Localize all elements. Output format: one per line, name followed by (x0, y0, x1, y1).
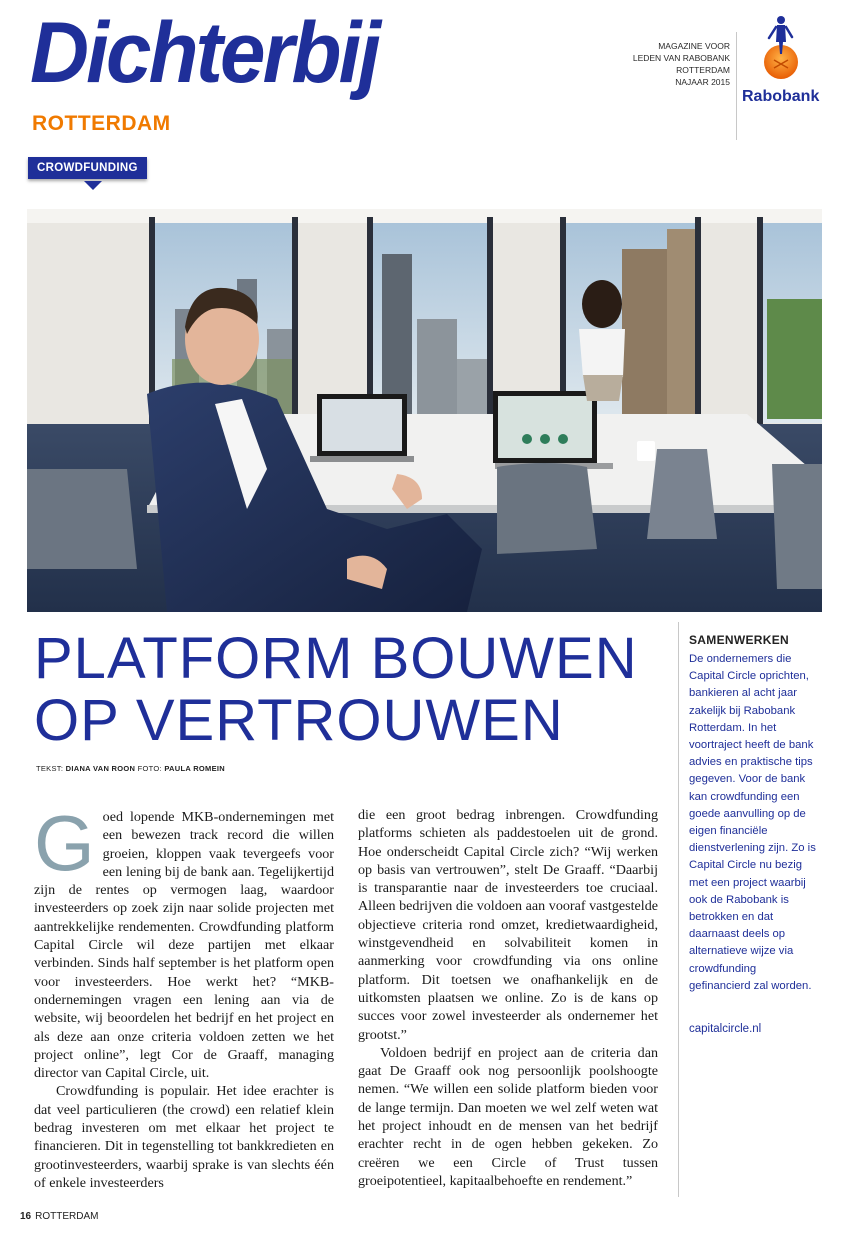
sidebar-divider (678, 622, 679, 1197)
footer-label: ROTTERDAM (35, 1211, 99, 1222)
magazine-meta (570, 40, 730, 88)
rabobank-logo-icon (752, 12, 810, 84)
article-paragraph: die een groot bedrag inbrengen. Crowdfunding platforms schieten als paddestoelen uit de grond. Hoe onderscheidt Capital Circle zich? “Wij werken op basis van vertrouwen”, stelt De Graaff. “Daarbij is transparantie naar de investeerders toe cruciaal. Alleen bedrijven die voldoen aan vooraf vastgestelde objectieve criteria rond omzet, kredietwaardigheid, winstgevendheid en solvabiliteit komen in aanmerking voor crowdfunding via ons online platform. Dit toetsen we onafhankelijk en de uitkomsten plaatsen we online. Zo is de kans op succes voor zowel investeerder als ondernemer het grootst.” (358, 807, 658, 1043)
article-photo (27, 209, 822, 612)
meta-line: MAGAZINE VOOR (658, 41, 730, 51)
article-credits (36, 764, 225, 773)
meta-line: ROTTERDAM (676, 65, 730, 75)
credit-photo-label: FOTO: (137, 764, 162, 773)
sidebar-text: De ondernemers die Capital Circle oprichten, bankieren al acht jaar zakelijk bij Rabobank Rotterdam. In het voortraject heeft de bank advies en praktische tips gegeven. Voor de bank kan crowdfunding een goede aanvulling op de eigen financiële dienstverlening zijn. Zo is Capital Circle nu bezig met een project waarbij ook de Rabobank is betrokken en dat daarnaast deels op alternatieve wijze via crowdfunding gefinancierd zal worden. (689, 653, 816, 992)
credit-text-label: TEKST: (36, 764, 64, 773)
section-label: CROWDFUNDING (28, 157, 147, 179)
header-divider (736, 32, 737, 140)
article-headline (34, 628, 674, 752)
article-column-1 (34, 799, 334, 1192)
sidebar-link[interactable]: capitalcircle.nl (689, 1023, 762, 1035)
article-paragraph: oed lopende MKB-ondernemingen met een bewezen track record die willen groeien, kloppen vaak tevergeefs voor een lening bij de bank aan. Tegelijkertijd zijn de rentes op vermogen laag, waardoor investeerders op zoek zijn naar solide projecten met aantrekkelijke rendementen. Crowdfunding platform Capital Circle wil deze partijen met elkaar verbinden. Sinds half september is het platform open voor investeerders. Hoe werkt het? “MKB-ondernemingen vragen een lening aan via de website, wij beoordelen het bedrijf en het project en als deze aan onze criteria voldoen zetten we het project online”, legt Cor de Graaff, managing director van Capital Circle, uit. (34, 809, 334, 1082)
credit-photo-name: PAULA ROMEIN (164, 764, 225, 773)
article-paragraph: Voldoen bedrijf en project aan de criteria dan gaat De Graaff ook nog persoonlijk poolshoogte nemen. “We willen een solide platform bieden voor de lange termijn. Dan moeten we wel zelf weten wat het project inhoudt en de mensen van het bedrijf erachter recht in de ogen hebben gekeken. Zo creëren we een Circle of Trust tussen groeipotentieel, kapitaalbehoefte en rendement.” (358, 1044, 658, 1189)
page-footer (20, 1211, 98, 1222)
page-number: 16 (20, 1211, 32, 1222)
bank-name: Rabobank (742, 88, 820, 105)
headline-line: PLATFORM BOUWEN (34, 626, 638, 691)
section-label-pointer (84, 181, 102, 190)
magazine-title: Dichterbij (30, 5, 379, 101)
credit-text-name: DIANA VAN ROON (65, 764, 136, 773)
meta-line: LEDEN VAN RABOBANK (632, 53, 730, 63)
headline-line: OP VERTROUWEN (34, 688, 564, 753)
article-paragraph: Crowdfunding is populair. Het idee erachter is dat veel particulieren (the crowd) een relatief klein bedrag investeren om met elkaar het project te financieren. Dit in tegenstelling tot bankkredieten en grootinvesteerders, waarbij sprake is van slechts één of enkele investeerders (34, 1083, 334, 1191)
edition-label: ROTTERDAM (32, 112, 171, 135)
meta-line: NAJAAR 2015 (675, 77, 730, 87)
drop-cap: G (34, 799, 95, 887)
sidebar-title: SAMENWERKEN (689, 633, 789, 647)
article-column-2 (358, 806, 658, 1190)
